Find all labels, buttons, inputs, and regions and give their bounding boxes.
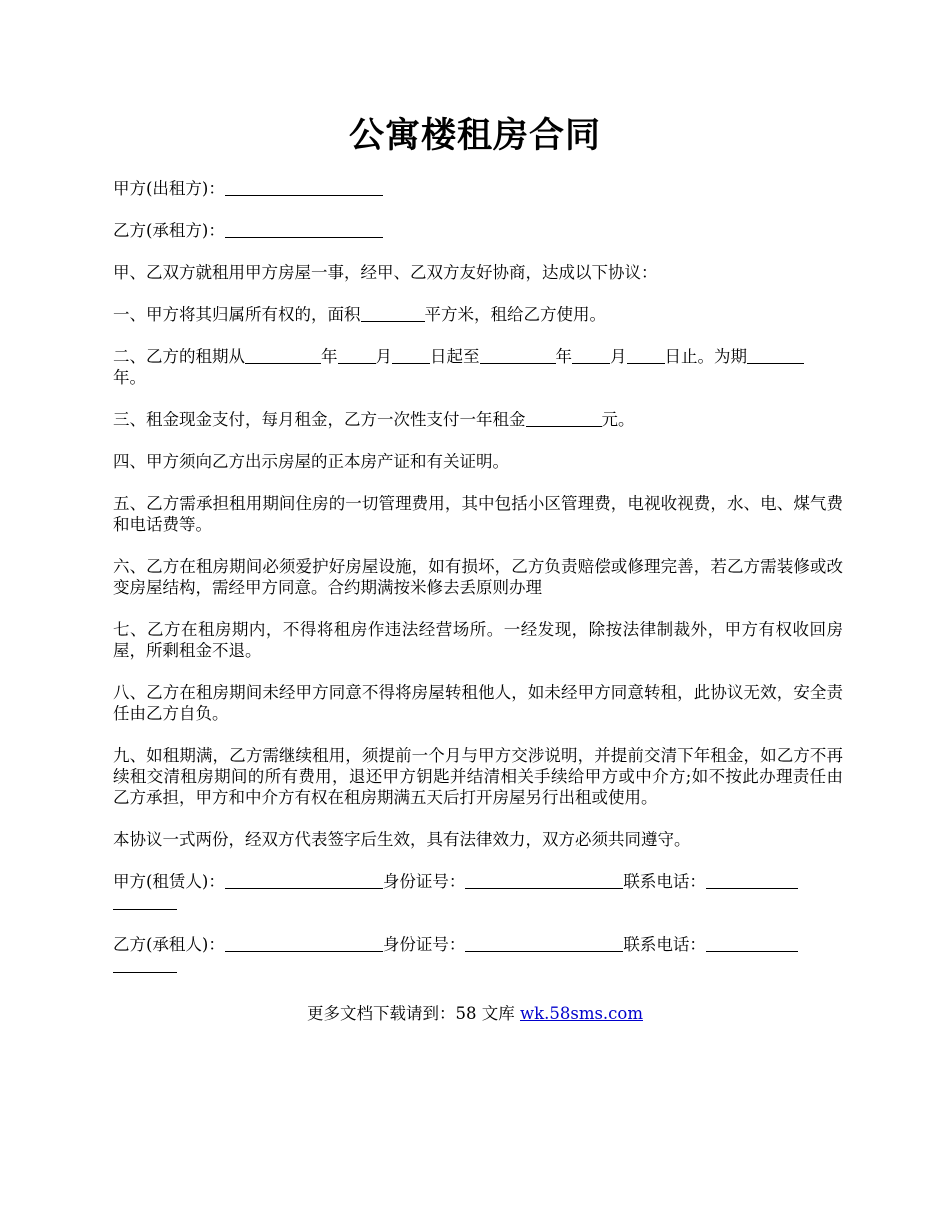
clause-1-text-b: 平方米，租给乙方使用。 xyxy=(424,305,606,324)
document-body xyxy=(113,178,843,997)
sign-a-id-blank xyxy=(465,872,623,889)
clause-1-text-a: 一、甲方将其归属所有权的，面积 xyxy=(113,305,361,324)
clause-9: 九、如租期满，乙方需继续租用，须提前一个月与甲方交涉说明，并提前交清下年租金，如乙方不再续租交清租房期间的所有费用，退还甲方钥匙并结清相关手续给甲方或中介方;如不按此办理责任由乙方承担，甲方和中介方有权在租房期满五天后打开房屋另行出租或使用。 xyxy=(113,746,843,807)
rent-amount-blank xyxy=(526,410,602,427)
party-a-blank xyxy=(225,179,383,196)
footer-link[interactable]: wk.58sms.com xyxy=(519,1004,643,1023)
sign-a-id-label: 身份证号： xyxy=(382,872,466,891)
clause-1 xyxy=(113,304,843,325)
clause-5: 五、乙方需承担租用期间住房的一切管理费用，其中包括小区管理费，电视收视费，水、电、煤气费和电话费等。 xyxy=(113,494,843,534)
sign-a-phone-blank xyxy=(706,872,798,889)
clause-2 xyxy=(113,346,843,388)
intro-paragraph: 甲、乙双方就租用甲方房屋一事，经甲、乙双方友好协商，达成以下协议： xyxy=(113,263,658,282)
clause-4: 四、甲方须向乙方出示房屋的正本房产证和有关证明。 xyxy=(113,452,509,471)
clause-3-text-b: 元。 xyxy=(601,410,635,429)
clause-2-text-d: 日起至 xyxy=(430,347,480,366)
closing-paragraph: 本协议一式两份，经双方代表签字后生效，具有法律效力，双方必须共同遵守。 xyxy=(113,830,691,849)
clause-3 xyxy=(113,409,843,430)
end-day-blank xyxy=(627,347,665,364)
sign-a-party-blank xyxy=(225,872,383,889)
footer-text: 更多文档下载请到：58 文库 xyxy=(306,1004,520,1023)
clause-2-text-h: 年。 xyxy=(113,368,146,387)
sign-b-party-label: 乙方(承租人)： xyxy=(113,935,225,954)
clause-2-text-g: 日止。为期 xyxy=(664,347,747,366)
party-b-line xyxy=(113,220,843,241)
party-b-label: 乙方(承租方)： xyxy=(113,221,225,240)
document-title: 公寓楼租房合同 xyxy=(348,115,601,156)
sign-a-phone-blank-cont xyxy=(113,893,177,910)
term-blank xyxy=(747,347,804,364)
clause-2-text-e: 年 xyxy=(555,347,572,366)
end-month-blank xyxy=(572,347,610,364)
clause-2-text-c: 月 xyxy=(375,347,392,366)
clause-2-text-f: 月 xyxy=(610,347,627,366)
clause-7: 七、乙方在租房期内，不得将租房作违法经营场所。一经发现，除按法律制裁外，甲方有权收回房屋，所剩租金不退。 xyxy=(113,620,843,660)
footer xyxy=(0,1002,950,1026)
start-year-blank xyxy=(245,347,321,364)
clause-8: 八、乙方在租房期间未经甲方同意不得将房屋转租他人，如未经甲方同意转租，此协议无效，安全责任由乙方自负。 xyxy=(113,683,843,723)
clause-2-text-b: 年 xyxy=(321,347,338,366)
area-blank xyxy=(361,305,425,322)
start-month-blank xyxy=(338,347,376,364)
sign-b-id-blank xyxy=(465,935,623,952)
start-day-blank xyxy=(392,347,430,364)
signature-b xyxy=(113,934,843,976)
clause-2-text-a: 二、乙方的租期从 xyxy=(113,347,245,366)
sign-b-phone-label: 联系电话： xyxy=(623,935,706,954)
sign-b-id-label: 身份证号： xyxy=(382,935,466,954)
sign-b-phone-blank-cont xyxy=(113,956,177,973)
sign-b-phone-blank xyxy=(706,935,798,952)
party-a-line xyxy=(113,178,843,199)
sign-b-party-blank xyxy=(225,935,383,952)
clause-6: 六、乙方在租房期间必须爱护好房屋设施，如有损坏，乙方负责赔偿或修理完善，若乙方需装修或改变房屋结构，需经甲方同意。合约期满按米修去丢原则办理 xyxy=(113,557,843,597)
end-year-blank xyxy=(480,347,556,364)
party-b-blank xyxy=(225,221,383,238)
sign-a-phone-label: 联系电话： xyxy=(623,872,706,891)
party-a-label: 甲方(出租方)： xyxy=(113,179,225,198)
clause-3-text-a: 三、租金现金支付，每月租金，乙方一次性支付一年租金 xyxy=(113,410,526,429)
sign-a-party-label: 甲方(租赁人)： xyxy=(113,872,225,891)
signature-a xyxy=(113,871,843,913)
